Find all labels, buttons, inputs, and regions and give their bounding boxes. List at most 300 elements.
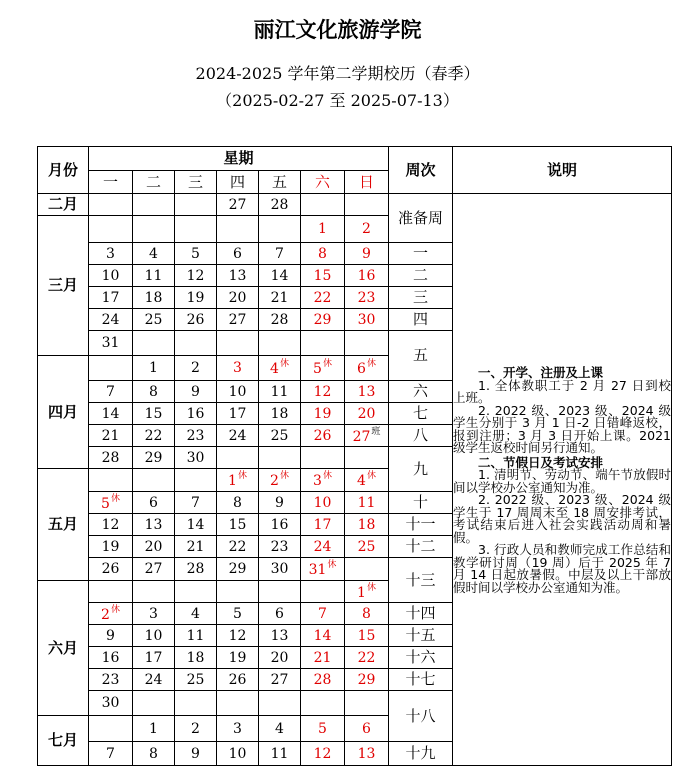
day-cell — [345, 647, 389, 669]
day-number: 11 — [144, 267, 163, 284]
day-cell — [89, 403, 133, 425]
holiday-mark: 休 — [279, 471, 289, 481]
day-cell — [217, 514, 259, 536]
week-number-prep: 准备周 — [389, 194, 453, 243]
day-cell — [301, 558, 345, 581]
day-number: 30 — [270, 561, 289, 577]
day-number: 20 — [270, 649, 289, 666]
day-cell — [133, 558, 175, 581]
day-cell — [301, 742, 345, 766]
day-number: 15 — [313, 267, 332, 284]
day-cell — [345, 331, 389, 356]
day-number: 7 — [106, 383, 115, 400]
day-cell — [217, 558, 259, 581]
day-cell — [175, 265, 217, 287]
day-cell — [133, 536, 175, 558]
day-cell — [259, 381, 301, 403]
day-number: 16 — [186, 405, 205, 422]
day-number: 4 — [149, 245, 158, 262]
day-cell — [259, 331, 301, 356]
day-cell — [89, 691, 133, 716]
day-number: 11 — [270, 383, 289, 400]
day-cell — [301, 669, 345, 691]
day-cell — [217, 669, 259, 691]
day-number: 29 — [313, 311, 332, 328]
day-cell — [259, 356, 301, 381]
day-cell — [133, 514, 175, 536]
day-cell — [175, 581, 217, 603]
day-cell — [133, 742, 175, 766]
day-number: 12 — [186, 267, 205, 284]
day-number: 27 — [228, 311, 247, 328]
day-number: 2 — [191, 720, 200, 737]
day-cell — [89, 669, 133, 691]
day-cell — [175, 603, 217, 625]
day-number: 11 — [357, 494, 376, 511]
day-cell — [175, 403, 217, 425]
day-cell — [175, 216, 217, 243]
day-number: 28 — [313, 671, 332, 688]
day-cell — [259, 265, 301, 287]
day-number: 13 — [144, 516, 163, 533]
day-number: 3 — [313, 473, 322, 489]
week-number-w17: 十七 — [389, 669, 453, 691]
day-number: 27 — [144, 561, 163, 577]
month-label-may: 五月 — [38, 469, 89, 581]
day-cell — [175, 243, 217, 265]
holiday-mark: 休 — [322, 359, 332, 369]
day-number: 6 — [233, 245, 242, 262]
day-cell — [133, 716, 175, 742]
week-number-w4: 四 — [389, 309, 453, 331]
day-number: 4 — [357, 473, 366, 489]
day-cell — [133, 625, 175, 647]
day-number: 19 — [101, 538, 120, 555]
holiday-mark: 休 — [322, 471, 332, 481]
day-cell — [217, 581, 259, 603]
day-cell — [217, 403, 259, 425]
day-number: 26 — [313, 427, 332, 444]
day-number: 2 — [101, 606, 110, 623]
day-number: 24 — [228, 427, 247, 444]
day-number: 10 — [144, 627, 163, 644]
day-number: 28 — [270, 196, 289, 213]
day-cell — [175, 742, 217, 766]
day-number: 21 — [186, 538, 205, 555]
day-number: 27 — [228, 196, 247, 213]
day-cell — [175, 625, 217, 647]
day-number: 9 — [191, 383, 200, 400]
day-number: 27 — [270, 671, 289, 688]
holiday-mark: 休 — [366, 582, 376, 593]
day-cell — [345, 603, 389, 625]
day-number: 14 — [186, 516, 205, 533]
day-number: 4 — [275, 720, 284, 737]
month-label-jun: 六月 — [38, 581, 89, 716]
week-number-w19: 十九 — [389, 742, 453, 766]
day-number: 11 — [186, 627, 205, 644]
day-number: 18 — [357, 516, 376, 533]
notes-paragraph: 1. 全体教职工于 2 月 27 日到校上班。 — [453, 377, 671, 405]
week-number-w2: 二 — [389, 265, 453, 287]
notes-section-heading: 一、开学、注册及上课 — [478, 365, 604, 380]
day-number: 16 — [357, 267, 376, 284]
day-cell — [217, 691, 259, 716]
day-cell — [345, 669, 389, 691]
day-cell — [175, 194, 217, 216]
day-cell — [217, 331, 259, 356]
day-number: 10 — [313, 494, 332, 511]
day-cell — [301, 447, 345, 469]
day-cell — [345, 691, 389, 716]
day-cell — [345, 356, 389, 381]
day-cell — [175, 356, 217, 381]
day-cell — [89, 356, 133, 381]
day-cell — [217, 194, 259, 216]
day-cell — [217, 447, 259, 469]
day-number: 30 — [186, 449, 205, 466]
week-number-w5: 五 — [389, 331, 453, 381]
month-label-jul: 七月 — [38, 716, 89, 766]
day-number: 7 — [275, 245, 284, 262]
day-number: 8 — [233, 494, 242, 511]
day-number: 27 — [352, 428, 371, 445]
holiday-mark: 休 — [327, 560, 337, 570]
day-number: 9 — [191, 745, 200, 762]
day-cell — [89, 381, 133, 403]
day-number: 5 — [318, 720, 327, 737]
day-cell — [259, 669, 301, 691]
day-cell — [217, 536, 259, 558]
day-cell — [175, 331, 217, 356]
day-cell — [345, 536, 389, 558]
weekday-header: 星期 — [89, 147, 389, 171]
day-number: 18 — [270, 405, 289, 422]
day-cell — [345, 469, 389, 492]
day-cell — [345, 558, 389, 581]
day-cell — [89, 447, 133, 469]
holiday-mark: 休 — [110, 493, 120, 504]
day-cell — [345, 447, 389, 469]
holiday-mark: 休 — [237, 471, 247, 481]
day-cell — [301, 381, 345, 403]
day-number: 24 — [101, 311, 120, 328]
day-cell — [217, 216, 259, 243]
day-cell — [259, 309, 301, 331]
day-cell — [175, 669, 217, 691]
day-number: 31 — [308, 562, 327, 578]
day-cell — [175, 469, 217, 492]
month-label-apr: 四月 — [38, 356, 89, 469]
day-cell — [345, 287, 389, 309]
day-cell — [133, 381, 175, 403]
day-cell — [89, 716, 133, 742]
day-cell — [217, 647, 259, 669]
notes-paragraph: 2. 2022 级、2023 级、2024 级学生分别于 3 月 1 日-2 日错峰返校，报到注册；3 月 3 日开始上课。2021 级学生返校时间另行通知。 — [453, 402, 671, 455]
day-cell — [259, 287, 301, 309]
day-number: 19 — [186, 289, 205, 306]
day-cell — [301, 536, 345, 558]
month-header: 月份 — [38, 147, 89, 194]
day-number: 25 — [186, 671, 205, 688]
day-number: 3 — [233, 720, 242, 737]
day-number: 29 — [228, 561, 247, 577]
day-cell — [301, 194, 345, 216]
notes-paragraph: 2. 2022 级、2023 级、2024 级学生于 17 周周末至 18 周安排考试，考试结束后进入社会实践活动周和暑假。 — [453, 492, 671, 545]
day-cell — [217, 742, 259, 766]
day-cell — [133, 647, 175, 669]
day-number: 13 — [228, 267, 247, 284]
day-cell — [89, 469, 133, 492]
day-number: 10 — [101, 267, 120, 284]
notes-section-heading: 二、节假日及考试安排 — [478, 454, 604, 470]
day-number: 13 — [270, 627, 289, 644]
day-number: 4 — [270, 361, 279, 377]
day-number: 9 — [275, 494, 284, 511]
month-label-mar: 三月 — [38, 216, 89, 356]
day-number: 21 — [270, 289, 289, 306]
day-cell — [217, 356, 259, 381]
day-number: 23 — [357, 289, 376, 306]
day-number: 8 — [318, 245, 327, 262]
day-cell — [175, 492, 217, 514]
day-number: 15 — [357, 627, 376, 644]
week-number-w15: 十五 — [389, 625, 453, 647]
week-number-w9: 九 — [389, 447, 453, 492]
day-cell — [133, 356, 175, 381]
day-cell — [133, 194, 175, 216]
day-cell — [133, 581, 175, 603]
day-number: 16 — [101, 649, 120, 666]
day-cell — [345, 425, 389, 447]
day-cell — [301, 514, 345, 536]
day-cell — [89, 492, 133, 514]
day-number: 17 — [144, 649, 163, 666]
week-number-header: 周次 — [389, 147, 453, 194]
day-number: 29 — [144, 449, 163, 466]
day-cell — [345, 492, 389, 514]
holiday-mark: 休 — [366, 471, 376, 481]
day-number: 2 — [270, 473, 279, 489]
day-cell — [259, 716, 301, 742]
day-cell — [175, 536, 217, 558]
day-cell — [259, 742, 301, 766]
day-cell — [259, 691, 301, 716]
school-calendar-table — [37, 146, 672, 766]
day-cell — [345, 265, 389, 287]
day-cell — [259, 536, 301, 558]
day-cell — [89, 265, 133, 287]
day-cell — [259, 243, 301, 265]
day-cell — [89, 243, 133, 265]
day-number: 3 — [233, 360, 242, 376]
week-number-w1: 一 — [389, 243, 453, 265]
day-number: 29 — [357, 671, 376, 688]
day-number: 24 — [144, 671, 163, 688]
day-cell — [259, 558, 301, 581]
day-number: 25 — [144, 311, 163, 328]
day-cell — [345, 716, 389, 742]
day-cell — [217, 309, 259, 331]
day-cell — [133, 309, 175, 331]
day-cell — [259, 194, 301, 216]
day-cell — [259, 216, 301, 243]
day-number: 14 — [101, 405, 120, 422]
day-number: 25 — [357, 538, 376, 555]
day-cell — [217, 287, 259, 309]
day-number: 22 — [313, 289, 332, 306]
day-cell — [217, 603, 259, 625]
day-number: 6 — [275, 605, 284, 622]
day-number: 14 — [270, 267, 289, 284]
day-number: 13 — [357, 745, 376, 762]
week-number-w10: 十 — [389, 492, 453, 514]
day-number: 12 — [313, 383, 332, 400]
day-cell — [301, 216, 345, 243]
day-number: 28 — [101, 449, 120, 466]
weekday-label: 三 — [175, 171, 217, 194]
day-number: 1 — [149, 360, 158, 376]
day-number: 1 — [228, 473, 237, 489]
day-number: 12 — [228, 627, 247, 644]
day-number: 10 — [228, 383, 247, 400]
day-number: 30 — [101, 695, 120, 711]
day-cell — [345, 243, 389, 265]
day-cell — [175, 647, 217, 669]
day-cell — [301, 603, 345, 625]
holiday-mark: 休 — [279, 359, 289, 369]
notes-paragraph: 3. 行政人员和教师完成工作总结和教学研讨周（19 周）后于 2025 年 7 月 14 日起放暑假。中层及以上干部放假时间以学校办公室通知为准。 — [453, 542, 671, 595]
day-cell — [175, 716, 217, 742]
day-number: 3 — [149, 605, 158, 622]
day-number: 7 — [318, 605, 327, 622]
day-cell — [133, 403, 175, 425]
week-number-w18: 十八 — [389, 691, 453, 742]
day-cell — [345, 581, 389, 603]
day-number: 21 — [101, 427, 120, 444]
week-number-w13: 十三 — [389, 558, 453, 603]
day-number: 24 — [313, 538, 332, 555]
weekday-label: 二 — [133, 171, 175, 194]
day-cell — [259, 625, 301, 647]
day-number: 22 — [357, 649, 376, 666]
day-cell — [345, 194, 389, 216]
day-cell — [301, 309, 345, 331]
day-cell — [301, 287, 345, 309]
day-number: 8 — [362, 605, 371, 622]
day-number: 20 — [228, 289, 247, 306]
day-cell — [175, 447, 217, 469]
day-number: 31 — [101, 335, 120, 351]
day-number: 26 — [101, 561, 120, 577]
day-cell — [89, 742, 133, 766]
day-number: 2 — [191, 360, 200, 376]
day-number: 15 — [144, 405, 163, 422]
weekday-label: 一 — [89, 171, 133, 194]
day-number: 6 — [362, 720, 371, 737]
day-cell — [301, 625, 345, 647]
month-label-feb: 二月 — [38, 194, 89, 216]
day-number: 1 — [149, 720, 158, 737]
day-cell — [259, 492, 301, 514]
day-number: 7 — [106, 745, 115, 762]
day-number: 23 — [101, 671, 120, 688]
week-number-w16: 十六 — [389, 647, 453, 669]
day-number: 25 — [270, 427, 289, 444]
week-number-w3: 三 — [389, 287, 453, 309]
day-cell — [89, 625, 133, 647]
day-cell — [345, 742, 389, 766]
day-number: 22 — [144, 427, 163, 444]
day-cell — [345, 514, 389, 536]
day-number: 1 — [318, 221, 327, 237]
day-cell — [217, 469, 259, 492]
notes-panel — [453, 194, 672, 766]
weekday-label: 四 — [217, 171, 259, 194]
day-number: 28 — [270, 311, 289, 328]
week-number-w11: 十一 — [389, 514, 453, 536]
day-cell — [133, 425, 175, 447]
day-cell — [259, 403, 301, 425]
day-cell — [345, 309, 389, 331]
notes-header: 说明 — [453, 147, 672, 194]
day-cell — [345, 403, 389, 425]
day-number: 8 — [149, 745, 158, 762]
holiday-mark: 休 — [110, 604, 120, 615]
day-cell — [217, 381, 259, 403]
date-range: （2025-02-27 至 2025-07-13） — [216, 91, 459, 110]
day-number: 19 — [228, 649, 247, 666]
day-cell — [301, 243, 345, 265]
day-number: 20 — [144, 538, 163, 555]
day-cell — [133, 265, 175, 287]
day-number: 16 — [270, 516, 289, 533]
day-cell — [345, 216, 389, 243]
day-number: 5 — [233, 605, 242, 622]
day-cell — [89, 309, 133, 331]
day-cell — [89, 603, 133, 625]
day-number: 13 — [357, 383, 376, 400]
day-number: 30 — [357, 311, 376, 328]
day-cell — [301, 331, 345, 356]
day-cell — [301, 581, 345, 603]
day-cell — [175, 514, 217, 536]
day-number: 18 — [186, 649, 205, 666]
day-number: 2 — [362, 221, 371, 237]
day-cell — [259, 514, 301, 536]
day-number: 8 — [149, 383, 158, 400]
day-number: 28 — [186, 561, 205, 577]
day-number: 20 — [357, 405, 376, 422]
day-cell — [89, 425, 133, 447]
day-number: 1 — [357, 584, 366, 601]
day-cell — [133, 469, 175, 492]
day-cell — [301, 469, 345, 492]
day-cell — [133, 331, 175, 356]
day-cell — [217, 265, 259, 287]
day-number: 15 — [228, 516, 247, 533]
day-number: 21 — [313, 649, 332, 666]
day-cell — [89, 581, 133, 603]
day-cell — [133, 492, 175, 514]
week-number-w6: 六 — [389, 381, 453, 403]
page-subtitle: 2024-2025 学年第二学期校历（春季） — [195, 64, 480, 83]
day-cell — [133, 287, 175, 309]
day-cell — [259, 647, 301, 669]
day-number: 5 — [313, 361, 322, 377]
week-number-w14: 十四 — [389, 603, 453, 625]
day-cell — [89, 647, 133, 669]
